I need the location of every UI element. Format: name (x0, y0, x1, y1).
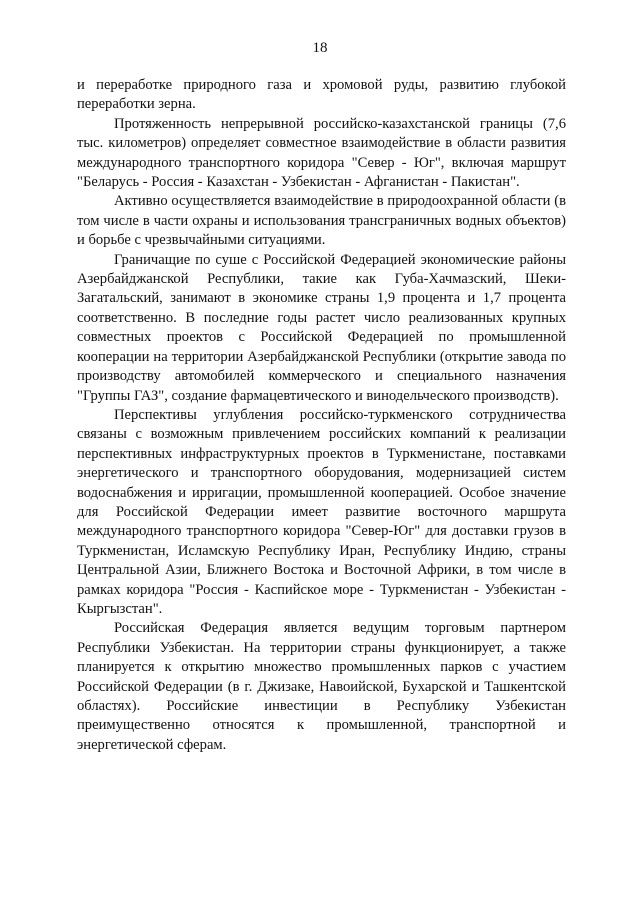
page-number: 18 (312, 40, 328, 56)
paragraph-continuation: и переработке природного газа и хромовой руды, развитию глубокой переработки зерна. (77, 77, 566, 113)
paragraph-azerbaijan: Граничащие по суше с Российской Федерацией экономические районы Азербайджанской Республики, такие как Губа-Хачмазский, Шеки-Загатальский, занимают в экономике страны 1,9 процента и 1,7 процента соответственно. В последние годы растет число реализованных крупных совместных проектов с Российской Федерацией по промышленной кооперации на территории Азербайджанской Республики (открытие завода по производству автомобилей коммерческого и специального назначения "Группы ГАЗ", создание фармацевтического и винодельческого производств). (77, 251, 566, 404)
paragraph-uzbekistan: Российская Федерация является ведущим торговым партнером Республики Узбекистан. На территории страны функционирует, а также планируется к открытию множество промышленных парков с участием Российской Федерации (в г. Джизаке, Навоийской, Бухарской и Ташкентской областях). Российские инвестиции в Республику Узбекистан преимущественно относятся к промышленной, транспортной и энергетической сферам. (77, 620, 566, 753)
paragraph-border-kazakhstan: Протяженность непрерывной российско-казахстанской границы (7,6 тыс. километров) определяет совместное взаимодействие в области развития международного транспортного коридора "Север - Юг", включая маршрут "Беларусь - Россия - Казахстан - Узбекистан - Афганистан - Пакистан". (77, 115, 566, 191)
body-text (77, 76, 566, 755)
paragraph-environment: Активно осуществляется взаимодействие в природоохранной области (в том числе в части охраны и использования трансграничных водных объектов) и борьбе с чрезвычайными ситуациями. (77, 193, 566, 249)
paragraph-turkmenistan: Перспективы углубления российско-туркменского сотрудничества связаны с возможным привлечением российских компаний к реализации перспективных инфраструктурных проектов в Туркменистане, поставками энергетического и транспортного оборудования, модернизацией систем водоснабжения и ирригации, промышленной кооперацией. Особое значение для Российской Федерации имеет развитие восточного маршрута международного транспортного коридора "Север-Юг" для доставки грузов в Туркменистан, Исламскую Республику Иран, Республику Индию, страны Центральной Азии, Ближнего Востока и Восточной Африки, в том числе в рамках коридора "Россия - Каспийское море - Туркменистан - Узбекистан - Кыргызстан". (77, 406, 566, 617)
